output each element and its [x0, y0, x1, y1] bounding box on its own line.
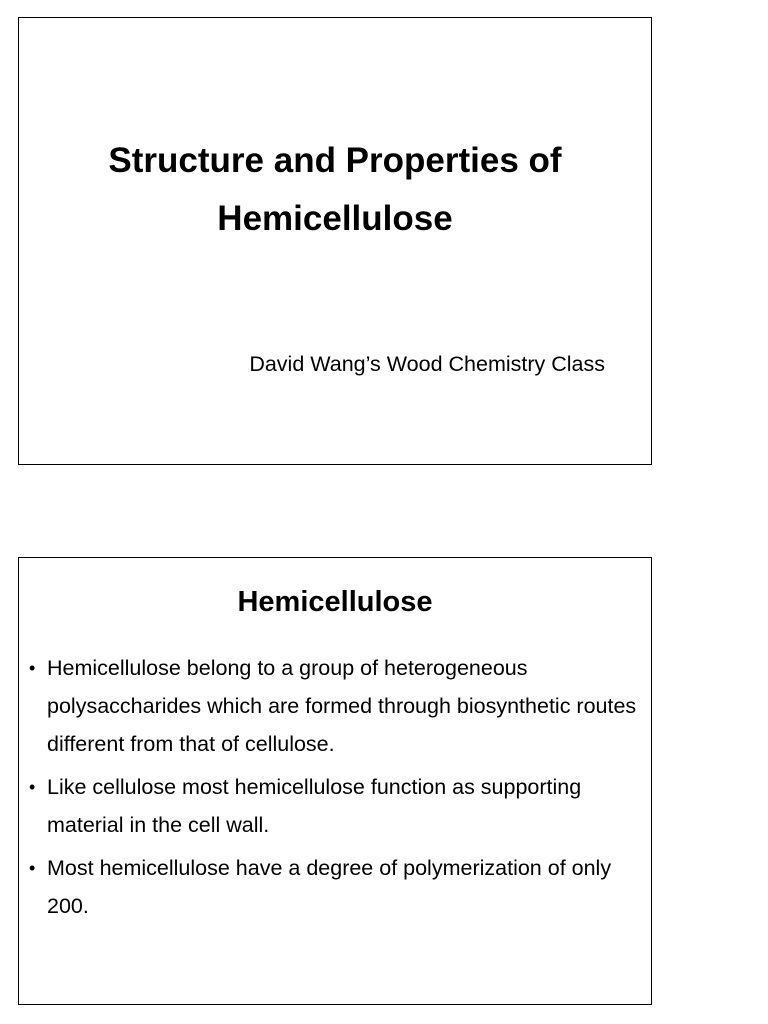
bullet-marker: • [29, 777, 36, 797]
slide-title-line-2: Hemicellulose [217, 199, 453, 238]
slide-subtitle: David Wang’s Wood Chemistry Class [249, 352, 605, 376]
bullet-text: Hemicellulose belong to a group of heterogeneous polysaccharides which are formed through biosynthetic routes different from that of cellulose. [47, 656, 637, 756]
content-slide [18, 557, 652, 1005]
slide-title-line-1: Structure and Properties of [108, 141, 562, 180]
slide-title [19, 132, 651, 248]
title-slide [18, 17, 652, 465]
bullet-item [29, 649, 643, 763]
bullet-text: Most hemicellulose have a degree of polymerization of only 200. [47, 856, 612, 918]
slide-heading: Hemicellulose [237, 586, 433, 618]
bullet-marker: • [29, 658, 36, 678]
bullet-marker: • [29, 858, 36, 878]
bullet-item [29, 849, 643, 925]
bullet-text: Like cellulose most hemicellulose function as supporting material in the cell wall. [47, 775, 582, 837]
bullet-item [29, 768, 643, 844]
bullet-list [29, 649, 643, 930]
